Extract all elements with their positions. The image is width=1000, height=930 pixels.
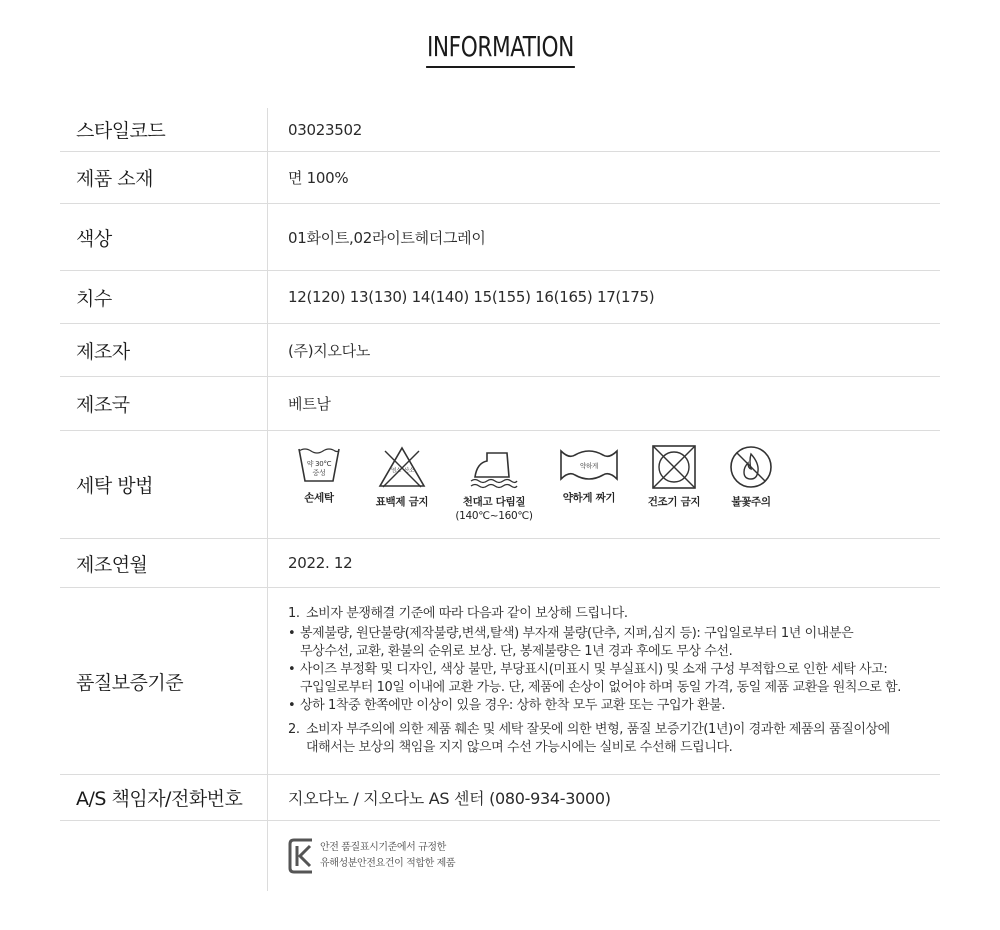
row-label: 제조국 xyxy=(60,377,268,430)
kc-certification xyxy=(268,821,940,891)
bullet-line: 사이즈 부정확 및 디자인, 색상 불만, 부당표시(미표시 및 부실표시) 및 소재 구성 부적합으로 인한 세탁 사고: xyxy=(300,662,888,677)
quality-point-2 xyxy=(288,721,901,757)
row-value: 지오다노 / 지오다노 AS 센터 (080-934-3000) xyxy=(288,789,611,808)
care-item-hand-wash xyxy=(288,445,350,506)
row-label: 색상 xyxy=(60,204,268,270)
row-label: A/S 책임자/전화번호 xyxy=(60,775,268,820)
no-bleach-icon xyxy=(377,445,427,489)
care-item-iron xyxy=(454,445,534,523)
row-value: 12(120) 13(130) 14(140) 15(155) 16(165) 17(175) xyxy=(288,288,655,306)
row-value: 2022. 12 xyxy=(288,554,353,572)
row-label: 제품 소재 xyxy=(60,152,268,203)
bullet-mark: • xyxy=(288,626,296,641)
page-title-wrap xyxy=(0,30,1000,68)
care-label: 약하게 짜기 xyxy=(562,492,616,504)
row-manufactured xyxy=(60,539,940,588)
care-label: 건조기 금지 xyxy=(647,496,701,508)
row-value: 베트남 xyxy=(288,395,331,413)
care-item-no-tumble-dry xyxy=(644,445,704,510)
bullet-mark: • xyxy=(288,662,296,677)
bullet-text: 상하 1착중 한쪽에만 이상이 있을 경우: 상하 한착 모두 교환 또는 구입가 환불. xyxy=(300,698,726,713)
care-item-no-bleach xyxy=(372,445,432,510)
care-icon-text: 약 30°C xyxy=(306,460,332,468)
row-kc-mark xyxy=(60,821,940,891)
product-info-table xyxy=(60,108,940,891)
kc-text xyxy=(320,840,455,872)
kc-mark-icon xyxy=(288,837,314,875)
bullet-text xyxy=(300,661,901,697)
row-value: (주)지오다노 xyxy=(288,341,371,360)
row-washing xyxy=(60,431,940,539)
row-size xyxy=(60,271,940,324)
care-label: 천대고 다림질 xyxy=(462,496,526,508)
row-country xyxy=(60,377,940,431)
row-color xyxy=(60,204,940,271)
quality-point-1 xyxy=(288,605,901,623)
row-material xyxy=(60,152,940,204)
bullet-mark: • xyxy=(288,698,296,713)
row-value: 03023502 xyxy=(288,120,362,139)
care-label: 손세탁 xyxy=(304,492,334,504)
iron-with-cloth-icon xyxy=(469,445,519,489)
quality-bullet-2 xyxy=(288,661,901,697)
row-as-contact xyxy=(60,775,940,821)
care-sublabel: (140℃~160℃) xyxy=(455,510,533,522)
no-tumble-dry-icon xyxy=(651,445,697,489)
point-number: 1. xyxy=(288,606,300,621)
row-label: 스타일코드 xyxy=(60,108,268,151)
quality-bullet-1 xyxy=(288,625,901,661)
hand-wash-icon xyxy=(297,445,341,485)
care-icon-text: 염소 xyxy=(390,468,402,474)
care-item-flame-caution xyxy=(726,445,776,510)
kc-text-line: 유해성분안전요건이 적합한 제품 xyxy=(320,858,456,869)
point-line: 소비자 부주의에 의한 제품 훼손 및 세탁 잘못에 의한 변형, 품질 보증기간(1년)이 경과한 제품의 품질이상에 xyxy=(306,722,890,737)
point-text xyxy=(306,721,890,757)
care-icon-text: 중성 xyxy=(312,469,326,477)
care-icon-text: 산소 xyxy=(403,468,415,474)
bullet-line: 무상수선, 교환, 환불의 순위로 보상. 단, 봉제불량은 1년 경과 후에도 무상 수선. xyxy=(300,644,733,659)
quality-bullet-3 xyxy=(288,697,901,715)
quality-terms xyxy=(268,588,940,774)
care-icon-text: 약하게 xyxy=(580,462,598,470)
row-value: 면 100% xyxy=(288,169,349,187)
row-label: 품질보증기준 xyxy=(60,588,268,774)
kc-text-line: 안전 품질표시기준에서 규정한 xyxy=(320,842,446,853)
row-quality xyxy=(60,588,940,775)
point-line: 대해서는 보상의 책임을 지지 않으며 수선 가능시에는 실비로 수선해 드립니다. xyxy=(306,740,733,755)
gentle-wring-icon xyxy=(559,445,619,485)
row-label xyxy=(60,821,268,891)
row-style-code xyxy=(60,108,940,152)
row-label: 세탁 방법 xyxy=(60,431,268,538)
care-symbols xyxy=(268,431,940,538)
row-value: 01화이트,02라이트헤더그레이 xyxy=(288,228,486,247)
bullet-text xyxy=(300,625,853,661)
page-title: INFORMATION xyxy=(426,30,575,68)
care-label: 표백제 금지 xyxy=(375,496,429,508)
point-text: 소비자 분쟁해결 기준에 따라 다음과 같이 보상해 드립니다. xyxy=(306,606,628,621)
flame-caution-icon xyxy=(729,445,773,489)
bullet-line: 구입일로부터 10일 이내에 교환 가능. 단, 제품에 손상이 없어야 하며 동일 가격, 동일 제품 교환을 원칙으로 함. xyxy=(300,680,902,695)
care-label: 불꽃주의 xyxy=(731,496,771,508)
row-label: 제조자 xyxy=(60,324,268,376)
row-label: 제조연월 xyxy=(60,539,268,587)
row-maker xyxy=(60,324,940,377)
row-label: 치수 xyxy=(60,271,268,323)
bullet-line: 봉제불량, 원단불량(제작불량,변색,탈색) 부자재 불량(단추, 지퍼,심지 등): 구입일로부터 1년 이내분은 xyxy=(300,626,854,641)
care-item-gentle-wring xyxy=(556,445,622,506)
point-number: 2. xyxy=(288,722,300,737)
